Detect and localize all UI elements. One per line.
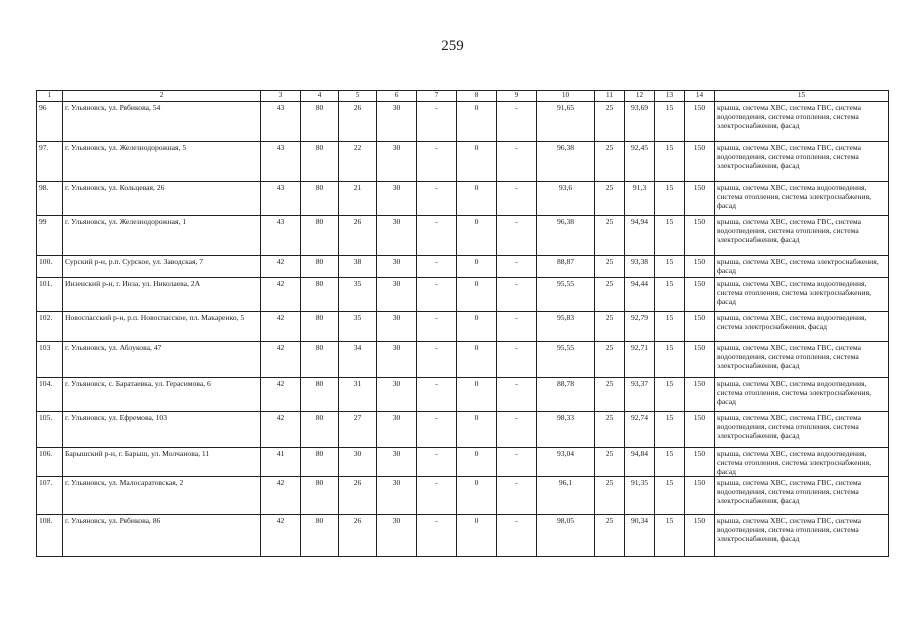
table-row	[37, 378, 889, 412]
address-cell: г. Ульяновск, ул. Рябикова, 54	[63, 102, 261, 142]
row-number: 104.	[37, 378, 63, 412]
value-cell-11: 25	[595, 477, 625, 515]
value-cell-4: 80	[301, 342, 339, 378]
works-description-cell: крыша, система ХВС, система водоотведения, система отопления, система электроснабжения, фасад	[715, 182, 889, 216]
address-cell: г. Ульяновск, ул. Железнодорожная, 1	[63, 216, 261, 256]
column-header-6: 6	[377, 91, 417, 102]
row-number: 96	[37, 102, 63, 142]
value-cell-5: 26	[339, 102, 377, 142]
table-row	[37, 412, 889, 448]
table-row	[37, 477, 889, 515]
value-cell-8: 0	[457, 448, 497, 477]
value-cell-4: 80	[301, 102, 339, 142]
value-cell-5: 27	[339, 412, 377, 448]
column-header-12: 12	[625, 91, 655, 102]
value-cell-11: 25	[595, 312, 625, 342]
value-cell-3: 42	[261, 256, 301, 278]
value-cell-9: -	[497, 477, 537, 515]
value-cell-5: 26	[339, 477, 377, 515]
table-body	[37, 102, 889, 557]
table-row	[37, 102, 889, 142]
row-number: 97.	[37, 142, 63, 182]
value-cell-7: -	[417, 477, 457, 515]
value-cell-3: 42	[261, 378, 301, 412]
value-cell-14: 150	[685, 342, 715, 378]
value-cell-12: 94,44	[625, 278, 655, 312]
column-header-1: 1	[37, 91, 63, 102]
value-cell-11: 25	[595, 182, 625, 216]
column-number-row	[37, 91, 889, 102]
value-cell-5: 26	[339, 216, 377, 256]
value-cell-7: -	[417, 142, 457, 182]
value-cell-7: -	[417, 182, 457, 216]
value-cell-3: 42	[261, 515, 301, 557]
value-cell-5: 35	[339, 312, 377, 342]
value-cell-13: 15	[655, 216, 685, 256]
value-cell-9: -	[497, 142, 537, 182]
value-cell-11: 25	[595, 278, 625, 312]
value-cell-4: 80	[301, 477, 339, 515]
value-cell-12: 93,37	[625, 378, 655, 412]
value-cell-4: 80	[301, 312, 339, 342]
value-cell-9: -	[497, 412, 537, 448]
value-cell-12: 90,34	[625, 515, 655, 557]
row-number: 102.	[37, 312, 63, 342]
value-cell-7: -	[417, 515, 457, 557]
value-cell-12: 93,69	[625, 102, 655, 142]
value-cell-4: 80	[301, 515, 339, 557]
value-cell-8: 0	[457, 342, 497, 378]
value-cell-6: 30	[377, 102, 417, 142]
works-description-cell: крыша, система ХВС, система ГВС, система водоотведения, система отопления, система электроснабжения, фасад	[715, 477, 889, 515]
value-cell-8: 0	[457, 102, 497, 142]
value-cell-8: 0	[457, 256, 497, 278]
value-cell-6: 30	[377, 412, 417, 448]
value-cell-6: 30	[377, 142, 417, 182]
value-cell-10: 93,04	[537, 448, 595, 477]
value-cell-14: 150	[685, 102, 715, 142]
value-cell-11: 25	[595, 102, 625, 142]
value-cell-10: 91,65	[537, 102, 595, 142]
value-cell-3: 42	[261, 312, 301, 342]
works-description-cell: крыша, система ХВС, система ГВС, система водоотведения, система отопления, система электроснабжения, фасад	[715, 412, 889, 448]
column-header-11: 11	[595, 91, 625, 102]
value-cell-11: 25	[595, 342, 625, 378]
value-cell-14: 150	[685, 448, 715, 477]
column-header-13: 13	[655, 91, 685, 102]
works-description-cell: крыша, система ХВС, система водоотведения, система отопления, система электроснабжения, фасад	[715, 278, 889, 312]
value-cell-3: 43	[261, 182, 301, 216]
value-cell-12: 92,71	[625, 342, 655, 378]
value-cell-13: 15	[655, 182, 685, 216]
value-cell-13: 15	[655, 477, 685, 515]
address-cell: Барышский р-н, г. Барыш, ул. Молчанова, 11	[63, 448, 261, 477]
works-description-cell: крыша, система ХВС, система ГВС, система водоотведения, система отопления, система электроснабжения, фасад	[715, 142, 889, 182]
value-cell-13: 15	[655, 342, 685, 378]
value-cell-10: 98,05	[537, 515, 595, 557]
table-row	[37, 182, 889, 216]
value-cell-10: 95,83	[537, 312, 595, 342]
value-cell-10: 96,38	[537, 142, 595, 182]
table-row	[37, 256, 889, 278]
value-cell-5: 26	[339, 515, 377, 557]
column-header-7: 7	[417, 91, 457, 102]
value-cell-7: -	[417, 278, 457, 312]
column-header-14: 14	[685, 91, 715, 102]
value-cell-8: 0	[457, 515, 497, 557]
value-cell-13: 15	[655, 412, 685, 448]
address-cell: Новоспасский р-н, р.п. Новоспасское, пл. Макаренко, 5	[63, 312, 261, 342]
value-cell-9: -	[497, 378, 537, 412]
value-cell-11: 25	[595, 412, 625, 448]
value-cell-13: 15	[655, 102, 685, 142]
table-row	[37, 448, 889, 477]
address-cell: г. Ульяновск, ул. Малосаратовская, 2	[63, 477, 261, 515]
address-cell: г. Ульяновск, с. Баратаевка, ул. Герасимова, 6	[63, 378, 261, 412]
row-number: 103	[37, 342, 63, 378]
value-cell-9: -	[497, 448, 537, 477]
value-cell-9: -	[497, 256, 537, 278]
address-cell: г. Ульяновск, ул. Железнодорожная, 5	[63, 142, 261, 182]
value-cell-6: 30	[377, 342, 417, 378]
value-cell-5: 30	[339, 448, 377, 477]
value-cell-3: 43	[261, 216, 301, 256]
value-cell-7: -	[417, 342, 457, 378]
value-cell-13: 15	[655, 256, 685, 278]
value-cell-9: -	[497, 342, 537, 378]
value-cell-12: 92,79	[625, 312, 655, 342]
value-cell-8: 0	[457, 477, 497, 515]
value-cell-10: 95,55	[537, 342, 595, 378]
value-cell-9: -	[497, 182, 537, 216]
value-cell-10: 88,78	[537, 378, 595, 412]
value-cell-14: 150	[685, 312, 715, 342]
value-cell-10: 95,55	[537, 278, 595, 312]
value-cell-5: 34	[339, 342, 377, 378]
row-number: 105.	[37, 412, 63, 448]
table-row	[37, 515, 889, 557]
value-cell-5: 22	[339, 142, 377, 182]
value-cell-12: 94,84	[625, 448, 655, 477]
value-cell-6: 30	[377, 515, 417, 557]
value-cell-6: 30	[377, 448, 417, 477]
works-description-cell: крыша, система ХВС, система водоотведения, система электроснабжения, фасад	[715, 312, 889, 342]
column-header-3: 3	[261, 91, 301, 102]
column-header-2: 2	[63, 91, 261, 102]
value-cell-7: -	[417, 216, 457, 256]
value-cell-4: 80	[301, 216, 339, 256]
address-cell: г. Ульяновск, ул. Ефремова, 103	[63, 412, 261, 448]
works-description-cell: крыша, система ХВС, система ГВС, система водоотведения, система отопления, система электроснабжения, фасад	[715, 216, 889, 256]
table-row	[37, 142, 889, 182]
value-cell-6: 30	[377, 312, 417, 342]
value-cell-10: 96,1	[537, 477, 595, 515]
address-cell: Сурский р-н, р.п. Сурское, ул. Заводская, 7	[63, 256, 261, 278]
value-cell-4: 80	[301, 142, 339, 182]
value-cell-8: 0	[457, 312, 497, 342]
column-header-15: 15	[715, 91, 889, 102]
value-cell-11: 25	[595, 142, 625, 182]
value-cell-14: 150	[685, 477, 715, 515]
value-cell-7: -	[417, 312, 457, 342]
value-cell-12: 91,3	[625, 182, 655, 216]
value-cell-9: -	[497, 312, 537, 342]
address-cell: г. Ульяновск, ул. Кольцевая, 26	[63, 182, 261, 216]
value-cell-14: 150	[685, 256, 715, 278]
row-number: 99	[37, 216, 63, 256]
value-cell-7: -	[417, 256, 457, 278]
value-cell-13: 15	[655, 515, 685, 557]
value-cell-14: 150	[685, 216, 715, 256]
works-description-cell: крыша, система ХВС, система ГВС, система водоотведения, система отопления, система электроснабжения, фасад	[715, 342, 889, 378]
value-cell-14: 150	[685, 515, 715, 557]
value-cell-3: 41	[261, 448, 301, 477]
column-header-9: 9	[497, 91, 537, 102]
table-row	[37, 342, 889, 378]
value-cell-6: 30	[377, 256, 417, 278]
value-cell-4: 80	[301, 412, 339, 448]
value-cell-11: 25	[595, 515, 625, 557]
value-cell-10: 88,87	[537, 256, 595, 278]
works-description-cell: крыша, система ХВС, система электроснабжения, фасад	[715, 256, 889, 278]
value-cell-3: 43	[261, 142, 301, 182]
value-cell-10: 98,33	[537, 412, 595, 448]
value-cell-14: 150	[685, 412, 715, 448]
value-cell-8: 0	[457, 278, 497, 312]
value-cell-11: 25	[595, 448, 625, 477]
value-cell-14: 150	[685, 278, 715, 312]
registry-table	[36, 90, 889, 557]
value-cell-3: 42	[261, 477, 301, 515]
value-cell-13: 15	[655, 312, 685, 342]
row-number: 108.	[37, 515, 63, 557]
value-cell-12: 91,35	[625, 477, 655, 515]
value-cell-12: 92,45	[625, 142, 655, 182]
column-header-4: 4	[301, 91, 339, 102]
works-description-cell: крыша, система ХВС, система ГВС, система водоотведения, система отопления, система электроснабжения, фасад	[715, 102, 889, 142]
address-cell: г. Ульяновск, ул. Аблукова, 47	[63, 342, 261, 378]
value-cell-12: 94,94	[625, 216, 655, 256]
value-cell-4: 80	[301, 378, 339, 412]
table-row	[37, 216, 889, 256]
value-cell-13: 15	[655, 142, 685, 182]
page-number: 259	[441, 38, 464, 54]
value-cell-7: -	[417, 412, 457, 448]
value-cell-3: 42	[261, 342, 301, 378]
value-cell-7: -	[417, 378, 457, 412]
value-cell-4: 80	[301, 182, 339, 216]
row-number: 106.	[37, 448, 63, 477]
row-number: 101.	[37, 278, 63, 312]
value-cell-12: 93,38	[625, 256, 655, 278]
row-number: 100.	[37, 256, 63, 278]
works-description-cell: крыша, система ХВС, система водоотведения, система отопления, система электроснабжения, фасад	[715, 448, 889, 477]
value-cell-14: 150	[685, 378, 715, 412]
value-cell-9: -	[497, 515, 537, 557]
works-description-cell: крыша, система ХВС, система ГВС, система водоотведения, система отопления, система электроснабжения, фасад	[715, 515, 889, 557]
value-cell-10: 93,6	[537, 182, 595, 216]
table-row	[37, 278, 889, 312]
value-cell-4: 80	[301, 448, 339, 477]
address-cell: г. Ульяновск, ул. Рябикова, 86	[63, 515, 261, 557]
row-number: 98.	[37, 182, 63, 216]
value-cell-8: 0	[457, 142, 497, 182]
column-header-5: 5	[339, 91, 377, 102]
value-cell-12: 92,74	[625, 412, 655, 448]
row-number: 107.	[37, 477, 63, 515]
value-cell-6: 30	[377, 477, 417, 515]
table-row	[37, 312, 889, 342]
value-cell-11: 25	[595, 216, 625, 256]
works-description-cell: крыша, система ХВС, система водоотведения, система отопления, система электроснабжения, фасад	[715, 378, 889, 412]
value-cell-10: 96,38	[537, 216, 595, 256]
value-cell-11: 25	[595, 378, 625, 412]
value-cell-6: 30	[377, 216, 417, 256]
value-cell-6: 30	[377, 378, 417, 412]
value-cell-5: 31	[339, 378, 377, 412]
value-cell-14: 150	[685, 182, 715, 216]
column-header-10: 10	[537, 91, 595, 102]
value-cell-8: 0	[457, 412, 497, 448]
value-cell-9: -	[497, 216, 537, 256]
value-cell-13: 15	[655, 448, 685, 477]
value-cell-3: 42	[261, 278, 301, 312]
value-cell-6: 30	[377, 278, 417, 312]
value-cell-5: 35	[339, 278, 377, 312]
value-cell-13: 15	[655, 378, 685, 412]
value-cell-13: 15	[655, 278, 685, 312]
value-cell-6: 30	[377, 182, 417, 216]
value-cell-4: 80	[301, 256, 339, 278]
value-cell-14: 150	[685, 142, 715, 182]
value-cell-9: -	[497, 278, 537, 312]
value-cell-7: -	[417, 448, 457, 477]
value-cell-11: 25	[595, 256, 625, 278]
value-cell-9: -	[497, 102, 537, 142]
value-cell-5: 21	[339, 182, 377, 216]
address-cell: Инзенский р-н, г. Инза, ул. Николаева, 2А	[63, 278, 261, 312]
column-header-8: 8	[457, 91, 497, 102]
value-cell-3: 43	[261, 102, 301, 142]
value-cell-5: 38	[339, 256, 377, 278]
value-cell-3: 42	[261, 412, 301, 448]
value-cell-7: -	[417, 102, 457, 142]
value-cell-8: 0	[457, 378, 497, 412]
value-cell-8: 0	[457, 182, 497, 216]
value-cell-4: 80	[301, 278, 339, 312]
value-cell-8: 0	[457, 216, 497, 256]
